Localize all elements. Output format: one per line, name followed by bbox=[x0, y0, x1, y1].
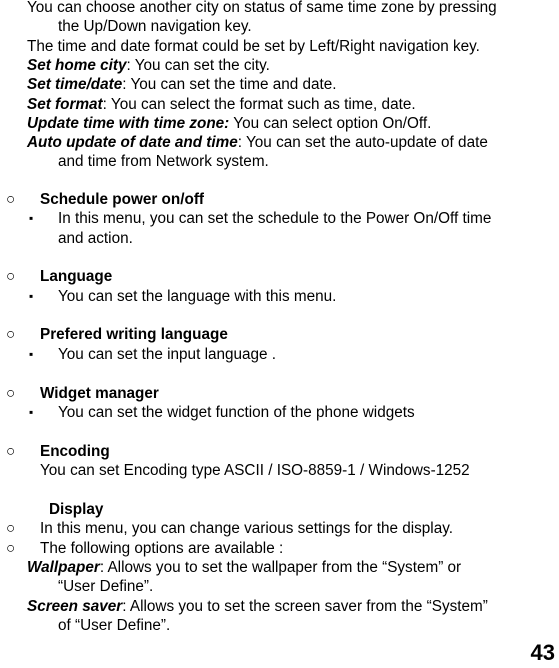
section-desc-language: You can set the language with this menu. bbox=[58, 288, 337, 305]
option-sep: : bbox=[237, 134, 246, 151]
option-desc: You can set the city. bbox=[134, 57, 270, 74]
option-desc: Allows you to set the wallpaper from the “System” or bbox=[107, 559, 462, 576]
option-sep: : bbox=[99, 559, 108, 576]
display-option-wallpaper-cont: “User Define”. bbox=[58, 578, 154, 595]
section-desc-encoding: You can set Encoding type ASCII / ISO-8859-1 / Windows-1252 bbox=[40, 462, 470, 479]
intro-line-1: You can choose another city on status of same time zone by pressing bbox=[27, 0, 497, 16]
option-set-format bbox=[27, 95, 416, 114]
option-sep: : bbox=[102, 96, 111, 113]
circle-bullet: ○ bbox=[6, 326, 16, 343]
option-desc: You can select option On/Off. bbox=[233, 115, 432, 132]
display-option-screen-saver bbox=[27, 597, 488, 616]
option-sep: : bbox=[122, 76, 131, 93]
intro-line-3: The time and date format could be set by Left/Right navigation key. bbox=[27, 38, 480, 55]
page-number: 43 bbox=[530, 640, 555, 665]
option-term: Auto update of date and time bbox=[27, 134, 238, 151]
option-term: Screen saver bbox=[27, 598, 123, 615]
option-sep: : bbox=[122, 598, 130, 615]
option-sep: : bbox=[126, 57, 135, 74]
section-desc-schedule-cont: and action. bbox=[58, 230, 133, 247]
section-title-writing-language: Prefered writing language bbox=[40, 326, 228, 343]
circle-bullet: ○ bbox=[6, 443, 16, 460]
square-bullet: ▪ bbox=[29, 347, 34, 361]
option-update-time-zone bbox=[27, 114, 431, 133]
intro-line-2: the Up/Down navigation key. bbox=[58, 18, 252, 35]
option-term: Update time with time zone: bbox=[27, 115, 230, 132]
option-desc: You can set the time and date. bbox=[130, 76, 337, 93]
section-title-widget-manager: Widget manager bbox=[40, 385, 159, 402]
square-bullet: ▪ bbox=[29, 289, 34, 303]
square-bullet: ▪ bbox=[29, 405, 34, 419]
section-desc-widget-manager: You can set the widget function of the phone widgets bbox=[58, 404, 415, 421]
display-title: Display bbox=[49, 501, 104, 518]
square-bullet: ▪ bbox=[29, 211, 34, 225]
option-term: Wallpaper bbox=[27, 559, 100, 576]
option-desc: You can select the format such as time, date. bbox=[110, 96, 416, 113]
option-term: Set home city bbox=[27, 57, 127, 74]
option-set-time-date bbox=[27, 75, 337, 94]
section-title-schedule: Schedule power on/off bbox=[40, 191, 205, 208]
option-auto-update bbox=[27, 133, 488, 152]
circle-bullet: ○ bbox=[6, 191, 16, 208]
option-term: Set time/date bbox=[27, 76, 123, 93]
section-title-encoding: Encoding bbox=[40, 443, 110, 460]
display-item-1: In this menu, you can change various settings for the display. bbox=[40, 520, 453, 537]
circle-bullet: ○ bbox=[6, 268, 16, 285]
option-set-home-city bbox=[27, 56, 270, 75]
circle-bullet: ○ bbox=[6, 520, 16, 537]
display-option-screen-saver-cont: of “User Define”. bbox=[58, 617, 171, 634]
option-desc: Allows you to set the screen saver from the “System” bbox=[129, 598, 488, 615]
display-item-2: The following options are available : bbox=[40, 540, 284, 557]
section-desc-schedule: In this menu, you can set the schedule to the Power On/Off time bbox=[58, 210, 492, 227]
circle-bullet: ○ bbox=[6, 540, 16, 557]
circle-bullet: ○ bbox=[6, 385, 16, 402]
section-desc-writing-language: You can set the input language . bbox=[58, 346, 277, 363]
section-title-language: Language bbox=[40, 268, 113, 285]
display-option-wallpaper bbox=[27, 558, 461, 577]
option-auto-update-cont: and time from Network system. bbox=[58, 153, 269, 170]
option-desc: You can set the auto-update of date bbox=[246, 134, 488, 151]
option-term: Set format bbox=[27, 96, 103, 113]
